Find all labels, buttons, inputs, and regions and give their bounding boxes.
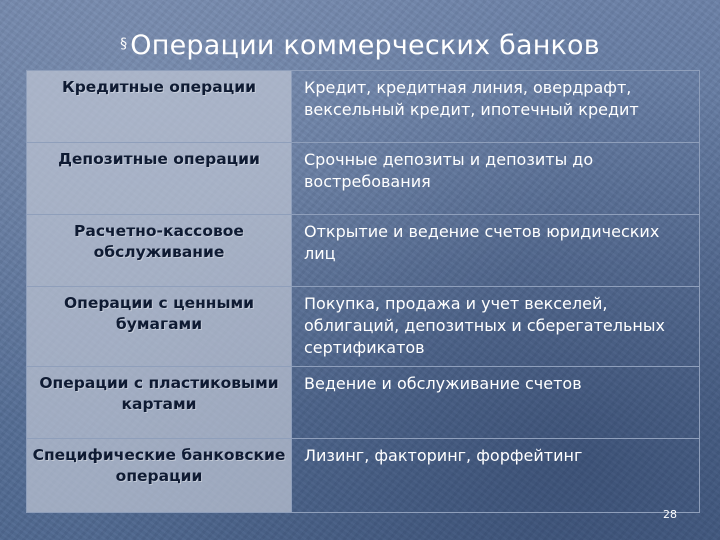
description-cell: Срочные депозиты и депозиты до востребования <box>292 143 700 215</box>
category-cell: Расчетно-кассовое обслуживание <box>27 215 292 287</box>
category-cell: Специфические банковские операции <box>27 439 292 513</box>
table-row <box>27 215 700 287</box>
category-cell: Депозитные операции <box>27 143 292 215</box>
category-cell: Кредитные операции <box>27 71 292 143</box>
table-row <box>27 367 700 439</box>
description-cell: Ведение и обслуживание счетов <box>292 367 700 439</box>
slide-title <box>0 30 720 61</box>
table-row <box>27 71 700 143</box>
table-row <box>27 287 700 367</box>
table-row <box>27 439 700 513</box>
table-row <box>27 143 700 215</box>
category-cell: Операции с ценными бумагами <box>27 287 292 367</box>
category-cell: Операции с пластиковыми картами <box>27 367 292 439</box>
slide-title-text: Операции коммерческих банков <box>130 30 600 61</box>
title-bullet: § <box>120 36 128 52</box>
description-cell: Покупка, продажа и учет векселей, облигаций, депозитных и сберегательных сертификатов <box>292 287 700 367</box>
description-cell: Лизинг, факторинг, форфейтинг <box>292 439 700 513</box>
page-number: 28 <box>663 508 677 521</box>
operations-table <box>26 70 700 513</box>
description-cell: Открытие и ведение счетов юридических лиц <box>292 215 700 287</box>
description-cell: Кредит, кредитная линия, овердрафт, вексельный кредит, ипотечный кредит <box>292 71 700 143</box>
